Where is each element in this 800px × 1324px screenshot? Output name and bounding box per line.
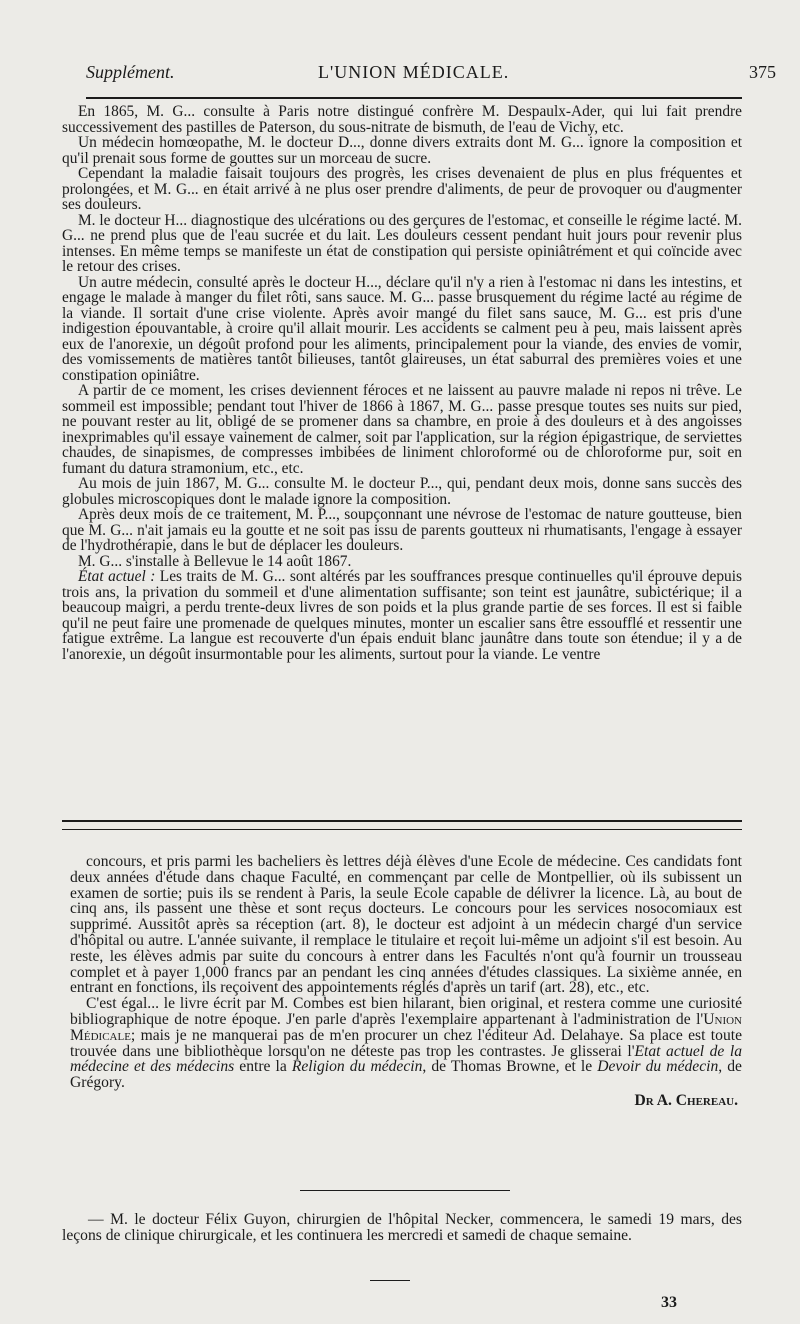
text-run: , de Thomas Browne, et le <box>422 1058 598 1076</box>
book-title: Devoir du médecin <box>597 1058 719 1076</box>
end-divider <box>370 1280 410 1281</box>
paragraph-etat-actuel <box>62 569 742 662</box>
book-title: Etat actuel de la médecine et des médecins <box>70 1042 743 1076</box>
feuilleton <box>70 854 742 1109</box>
feuilleton-rule-thin <box>62 829 742 830</box>
header-section: Supplément. <box>86 62 175 82</box>
text-run: entre la <box>234 1058 292 1076</box>
running-header <box>86 62 776 88</box>
paragraph: Un médecin homœopathe, M. le docteur D..., donne divers extraits dont M. G... ignore la composition et qu'il prenait sous forme de gouttes sur un morceau de sucre. <box>62 134 742 167</box>
text-run: C'est égal... le livre écrit par M. Combes est bien hilarant, bien original, et restera comme une curiosité bibliographique de notre époque. J'en parle d'après l'exemplaire appartenant à l'administration de l' <box>70 995 742 1028</box>
paragraph: Un autre médecin, consulté après le docteur H..., déclare qu'il n'y a rien à l'estomac ni dans les intestins, et engage le malade à manger du filet rôti, sans sauce. M. G... passe brusquement du régime lacté au régime de la viande. Il sortait d'une crise violente. Après avoir mangé du filet sans sauce, M. G... est pris d'une indigestion épouvantable, à croire qu'il allait mourir. Les accidents se calment peu à peu, mais laissent après eux de l'anorexie, un dégoût profond pour les aliments, principalement pour la viande, des envies de vomir, des vomissements de matières tantôt bilieuses, tantôt glaireuses, un état saburral des premières voies et une constipation opiniâtre. <box>62 273 742 384</box>
paragraph: Après deux mois de ce traitement, M. P..., soupçonnant une névrose de l'estomac de nature goutteuse, bien que M. G... n'ait jamais eu la goutte et ne soit pas issu de parents goutteux ni rhumatisants, l'engage à essayer de l'hydrothérapie, dans le but de déplacer les douleurs. <box>62 506 742 554</box>
journal-name: Union Médicale <box>70 1010 742 1044</box>
paragraph: En 1865, M. G... consulte à Paris notre distingué confrère M. Despaulx-Ader, qui lui fait prendre successivement des pastilles de Paterson, du sous-nitrate de bismuth, de l'eau de Vichy, etc. <box>62 103 742 136</box>
header-rule <box>86 97 742 99</box>
page-number: 375 <box>749 62 776 82</box>
paragraph: concours, et pris parmi les bacheliers ès lettres déjà élèves d'une Ecole de médecine. Ces candidats font deux années d'étude dans chaque Faculté, en commençant par celle de Montpellier, où ils subissent un examen de sortie; puis ils se rendent à Paris, la seule Ecole capable de délivrer la licence. Là, au bout de cinq ans, ils passent une thèse et sont reçus docteurs. Le concours pour les services nosocomiaux est supprimé. Aussitôt après sa réception (art. 8), le docteur est adjoint à un médecin chargé d'un service d'hôpital ou autre. L'année suivante, il remplace le titulaire et reçoit lui-même un adjoint s'il est besoin. Au reste, les élèves admis par suite du concours à entrer dans les Facultés n'ont qu'à fournir un trousseau complet et à payer 1,000 francs par an pendant les cinq années d'études classiques. La sixième année, en entrant en fonctions, ils reçoivent des appointements réglés d'après un tarif (art. 28), etc., etc. <box>70 853 742 997</box>
author-signature: Dr A. Chereau. <box>634 1091 738 1109</box>
text-run: ; mais je ne manquerai pas de m'en procurer un chez l'éditeur Ad. Delahaye. Sa place est toute trouvée dans une bibliothèque lorsqu'on ne déteste pas trop les contrastes. Je glisserai l' <box>70 1026 742 1060</box>
news-notice <box>62 1212 742 1244</box>
paragraph: A partir de ce moment, les crises deviennent féroces et ne laissent au pauvre malade ni repos ni trêve. Le sommeil est impossible; pendant tout l'hiver de 1866 à 1867, M. G... passe presque toutes ses nuits sur pied, ne pouvant rester au lit, obligé de se promener dans sa chambre, en proie à des douleurs et à des angoisses inexprimables qu'il essaye vainement de calmer, soit par l'application, sur la région épigastrique, de serviettes chaudes, de sinapismes, de compresses imbibées de liniment chloroformé ou de chloroforme pur, soit en fumant du datura stramonium, etc., etc. <box>62 382 742 477</box>
paragraph: — M. le docteur Félix Guyon, chirurgien de l'hôpital Necker, commencera, le samedi 19 mars, des leçons de clinique chirurgicale, et les continuera les mercredi et samedi de chaque semaine. <box>62 1211 742 1244</box>
feuilleton-rule <box>62 820 742 822</box>
book-title: Religion du médecin <box>291 1058 423 1076</box>
etat-actuel-label: État actuel : <box>78 568 156 585</box>
paragraph: Cependant la maladie faisait toujours des progrès, les crises devenaient de plus en plus fréquentes et prolongées, et M. G... en était arrivé à ne plus oser prendre d'aliments, de peur de provoquer ou d'augmenter ses douleurs. <box>62 165 742 213</box>
folio-number: 33 <box>661 1294 677 1311</box>
text-run: , de Grégory. <box>70 1058 742 1092</box>
paragraph: M. le docteur H... diagnostique des ulcérations ou des gerçures de l'estomac, et conseille le régime lacté. M. G... ne prend plus que de l'eau sucrée et du lait. Les douleurs cessent pendant huit jours pour revenir plus intenses. En même temps se manifeste un état de constipation qui persiste opiniâtrément et qui coïncide avec le retour des crises. <box>62 211 742 275</box>
main-article <box>62 104 742 662</box>
section-divider <box>300 1190 510 1191</box>
etat-actuel-text: Les traits de M. G... sont altérés par les souffrances presque continuelles qu'il éprouve depuis trois ans, la privation du sommeil et d'une alimentation suffisante; son teint est jaunâtre, subictérique; il a beaucoup maigri, a perdu trente-deux livres de son poids et la plus grande partie de ses forces. Il est si faible qu'il ne peut faire une promenade de quelques minutes, monter un escalier sans être essoufflé et ressentir une fatigue extrême. La langue est recouverte d'un épais enduit blanc jaunâtre dans toute son étendue; il y a de l'anorexie, un dégoût insurmontable pour les aliments, surtout pour la viande. Le ventre <box>62 568 742 663</box>
paragraph <box>70 996 742 1091</box>
paragraph: Au mois de juin 1867, M. G... consulte M. le docteur P..., qui, pendant deux mois, donne sans succès des globules microscopiques dont le malade ignore la composition. <box>62 475 742 508</box>
paragraph: M. G... s'installe à Bellevue le 14 août 1867. <box>78 552 352 570</box>
header-journal-title: L'UNION MÉDICALE. <box>318 62 510 82</box>
